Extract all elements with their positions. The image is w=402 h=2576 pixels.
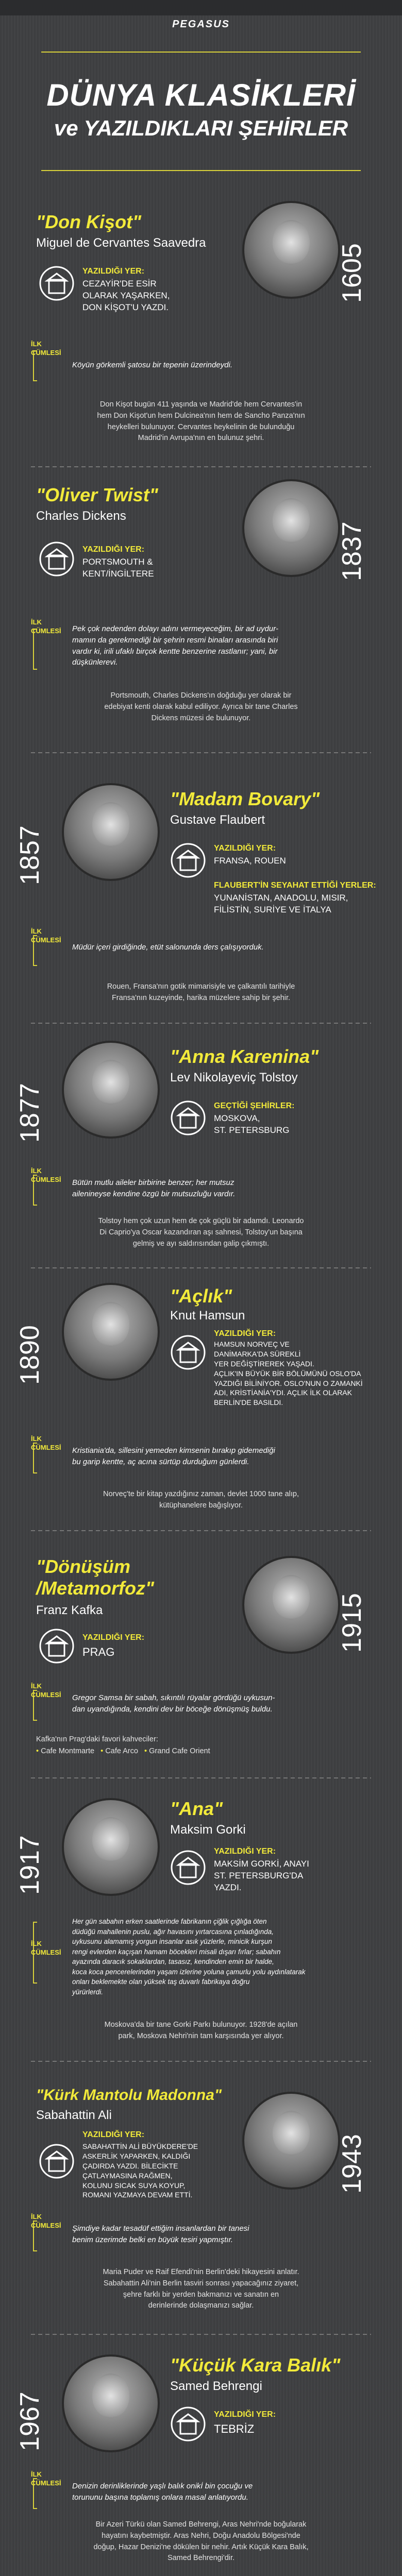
book-author: Knut Hamsun: [170, 1309, 245, 1323]
first-sentence-text: Müdür içeri girdiğinde, etüt salonunda ders çalışıyorduk.: [72, 943, 264, 952]
place-value: FRANSA, ROUEN: [214, 856, 286, 866]
first-sentence-label: İLK CÜMLESİ: [31, 1682, 61, 1699]
author-portrait: [62, 1283, 160, 1381]
section-divider: [31, 1267, 371, 1268]
top-bar: [0, 0, 402, 15]
book-section-madam-bovary: [0, 778, 402, 1036]
title-line-1: DÜNYA KLASİKLERİ: [46, 78, 356, 112]
first-sentence-text: Köyün görkemli şatosu bir tepenin üzerindeydi.: [72, 361, 233, 369]
book-title: "Açlık": [170, 1285, 232, 1307]
first-sentence-label: İLK CÜMLESİ: [31, 340, 61, 357]
book-section-kurk-mantolu-madonna: [0, 2081, 402, 2349]
book-title-line-2: /Metamorfoz": [36, 1578, 155, 1599]
place-label: YAZILDIĞI YER:: [214, 2410, 276, 2419]
book-author: Sabahattin Ali: [36, 2108, 112, 2122]
book-year: 1605: [337, 243, 367, 303]
book-title: "Dönüşüm: [36, 1556, 131, 1577]
cafe-item: Cafe Arco: [105, 1747, 138, 1756]
title-bottom-line: [41, 170, 361, 171]
book-title: "Oliver Twist": [36, 484, 158, 505]
section-divider: [31, 1777, 371, 1778]
first-sentence-text: Pek çok nedenden dolayı adını vermeyeceğim, bir ad uydur- mamın da gerekmediği bir şehrin resmi binaları arasında biri vardır ki, irili ufaklı birçok kentte benzerine rastlanır; yani, bir düşkünlerevi.: [72, 624, 278, 667]
book-title: "Kürk Mantolu Madonna": [36, 2087, 222, 2104]
book-section-kucuk-kara-balik: [0, 2349, 402, 2576]
book-year: 1917: [14, 1835, 45, 1895]
first-sentence-text: Bütün mutlu aileler birbirine benzer; her mutsuz ailenineyse kendine özgü bir mutsuzluğu vardır.: [72, 1178, 236, 1198]
author-portrait: [62, 1798, 160, 1896]
cafe-item: Grand Cafe Orient: [149, 1747, 210, 1756]
title-top-line: [41, 52, 361, 53]
place-value: SABAHATTİN ALİ BÜYÜKDERE'DE ASKERLİK YAPARKEN, KALDIĞI ÇADIRDA YAZDI. BİLECİKTE ÇATLAYMASINA RAĞMEN, KOLUNU SICAK SUYA KOYUP, ROMANI YAZMAYA DEVAM ETTİ.: [82, 2142, 198, 2199]
first-sentence-label: İLK CÜMLESİ: [31, 1167, 61, 1183]
book-year: 1943: [337, 2134, 367, 2194]
first-sentence-label: İLK CÜMLESİ: [31, 1435, 61, 1451]
city-building-icon: [170, 842, 206, 878]
city-building-icon: [170, 1334, 206, 1370]
book-author: Miguel de Cervantes Saavedra: [36, 236, 206, 250]
book-author: Samed Behrengi: [170, 2379, 262, 2393]
book-info: Rouen, Fransa'nın gotik mimarisiyle ve çalkantılı tarihiyle Fransa'nın kuzeyinde, harika müzelere sahip bir şehir.: [107, 982, 295, 1002]
book-author: Maksim Gorki: [170, 1823, 246, 1837]
title-line-2: ve YAZILDIKLARI ŞEHİRLER: [54, 116, 348, 140]
place-value: TEBRİZ: [214, 2422, 255, 2435]
author-portrait: [62, 1041, 160, 1139]
first-sentence-text: Kristiania'da, sillesini yemeden kimsenin bırakıp gidemediği bu garip kentte, aç acına sürtüp durduğum günlerdi.: [72, 1446, 275, 1466]
book-year: 1857: [14, 825, 45, 885]
book-section-oliver-twist: [0, 474, 402, 778]
section-divider: [31, 1023, 371, 1024]
pegasus-logo-top: PEGASUS: [172, 19, 230, 30]
book-info: Maria Puder ve Raif Efendi'nin Berlin'deki hikayesini anlatır. Sabahattin Ali'nin Berlin tasviri sonrası yapacağınız ziyaret, şehre farklı bir yerden bakmanızı ve sanatın en derinlerinde dolaşmanızı sağlar.: [103, 2268, 299, 2310]
city-building-icon: [39, 1628, 75, 1664]
first-sentence-label: İLK CÜMLESİ: [31, 2213, 61, 2229]
author-portrait: [242, 1556, 340, 1654]
book-section-ana: [0, 1793, 402, 2081]
place-label: YAZILDIĞI YER:: [82, 267, 145, 276]
place-label: GEÇTİĞİ ŞEHİRLER:: [214, 1101, 295, 1110]
section-divider: [31, 1530, 371, 1531]
book-year: 1877: [14, 1083, 45, 1143]
author-portrait: [62, 783, 160, 881]
book-author: Gustave Flaubert: [170, 813, 265, 827]
book-title: "Anna Karenina": [170, 1046, 319, 1067]
section-divider: [31, 752, 371, 753]
book-info: Norveç'te bir kitap yazdığınız zaman, devlet 1000 tane alıp, kütüphanelere bağışlıyor.: [103, 1490, 299, 1510]
city-building-icon: [39, 265, 75, 301]
book-section-anna-karenina: [0, 1036, 402, 1278]
place-label: YAZILDIĞI YER:: [82, 545, 145, 554]
author-portrait: [242, 201, 340, 299]
cafe-list-title: Kafka'nın Prag'daki favori kahveciler:: [36, 1735, 158, 1743]
city-building-icon: [39, 2143, 75, 2179]
book-section-don-kisot: [0, 196, 402, 474]
book-title: "Don Kişot": [36, 211, 142, 232]
cafe-list: Kafka'nın Prag'daki favori kahveciler: • Cafe Montmarte • Cafe Arco • Grand Cafe Orient: [36, 1734, 210, 1757]
book-section-donusum: [0, 1551, 402, 1793]
place-value: PORTSMOUTH & KENT/İNGİLTERE: [82, 557, 154, 579]
book-author: Lev Nikolayeviç Tolstoy: [170, 1071, 298, 1084]
city-building-icon: [170, 1100, 206, 1136]
book-year: 1890: [14, 1325, 45, 1385]
section-divider: [31, 466, 371, 467]
city-building-icon: [170, 1850, 206, 1886]
book-year: 1915: [337, 1593, 367, 1653]
first-sentence-label: İLK CÜMLESİ: [31, 2470, 61, 2487]
place-value: MAKSİM GORKİ, ANAYI ST. PETERSBURG'DA YAZDI.: [214, 1859, 309, 1892]
city-building-icon: [170, 2406, 206, 2442]
first-sentence-text: Şimdiye kadar tesadüf ettiğim insanlardan bir tanesi benim üzerimde belki en büyük tesiri yapmıştır.: [72, 2224, 249, 2244]
author-portrait: [62, 2354, 160, 2452]
book-author: Franz Kafka: [36, 1603, 103, 1617]
first-sentence-text: Denizin derinliklerinde yaşlı balık onikİ bin çocuğu ve torununu başına toplamış onlara masal anlatıyordu.: [72, 2482, 253, 2502]
place-label: YAZILDIĞI YER:: [214, 1847, 276, 1856]
place-label: YAZILDIĞI YER:: [214, 1329, 276, 1338]
book-info: Bir Azeri Türkü olan Samed Behrengi, Aras Nehri'nde boğularak hayatını kaybetmiştir. Aras Nehri, Doğu Anadolu Bölgesi'nde doğup, Hazar Denizi'ne dökülen bir nehir. Artık Küçük Kara Balık, Samed Behrengi'dir.: [93, 2520, 309, 2563]
place-value: HAMSUN NORVEÇ VE DANİMARKA'DA SÜREKLİ YER DEĞİŞTİREREK YAŞADI. AÇLIK'IN BÜYÜK BİR BÖLÜMÜNÜ OSLO'DA YAZDIĞI BİLİNİYOR. OSLO'NUN O ZAMANKİ ADI, KRİSTİANİA'YDI. AÇLIK İLK OLARAK BERLİN'DE BASILDI.: [214, 1340, 363, 1407]
book-info: Tolstoy hem çok uzun hem de çok güçlü bir adamdı. Leonardo Di Caprio'ya Oscar kazandıran aşı sahnesi, Tolstoy'un başına gelmiş ve ayı saldırısından galip çıkmıştı.: [98, 1217, 304, 1248]
book-title: "Küçük Kara Balık": [170, 2354, 341, 2376]
place-value: PRAG: [82, 1646, 115, 1658]
section-divider: [31, 2334, 371, 2335]
book-info: Portsmouth, Charles Dickens'ın doğduğu yer olarak bir edebiyat kenti olarak kabul ediliyor. Ayrıca bir tane Charles Dickens müzesi de bulunuyor.: [104, 691, 298, 722]
book-info: Moskova'da bir tane Gorki Parkı bulunuyor. 1928'de açılan park, Moskova Nehri'nin tam karşısında yer alıyor.: [104, 2021, 298, 2040]
cafe-item: Cafe Montmarte: [41, 1747, 95, 1756]
place-label: YAZILDIĞI YER:: [82, 2130, 145, 2139]
place-label: YAZILDIĞI YER:: [82, 1633, 145, 1642]
book-title: "Ana": [170, 1798, 223, 1819]
first-sentence-label: İLK CÜMLESİ: [31, 1940, 61, 1956]
author-portrait: [242, 479, 340, 577]
place-value: CEZAYİR'DE ESİR OLARAK YAŞARKEN, DON KİŞOT'U YAZDI.: [82, 279, 170, 312]
book-section-aclik: [0, 1278, 402, 1551]
first-sentence-label: İLK CÜMLESİ: [31, 618, 61, 635]
book-year: 1837: [337, 521, 367, 581]
page-title: [0, 77, 402, 141]
travel-value: YUNANİSTAN, ANADOLU, MISIR, FİLİSTİN, SURİYE VE İTALYA: [214, 893, 348, 914]
travel-label: FLAUBERT'İN SEYAHAT ETTİĞİ YERLER:: [214, 881, 376, 890]
first-sentence-text: Gregor Samsa bir sabah, sıkıntılı rüyalar gördüğü uykusun- dan uyandığında, kendini dev bir böceğe dönüşmüş buldu.: [72, 1693, 275, 1714]
place-label: YAZILDIĞI YER:: [214, 844, 276, 853]
city-building-icon: [39, 541, 75, 577]
author-portrait: [242, 2092, 340, 2190]
first-sentence-text: Her gün sabahın erken saatlerinde fabrikanın çiğlik çığlığa öten düdüğü mahallenin puslu, ağır havasını yırtarcasına çınladığında, uykusunu alamamış yorgun insanlar asık yüzlerle, minicik kurşun rengi evlerden kaçışan hamam böcekleri misali dışarı fırlar; sabahın ayazında daracık sokaklardan, tasasız, kendinden emin bir halde, koca koca pencerelerinden yaşam izlerine yoluna çamurlu yolu aydınlatarak onları beklemekte olan yüksek taş duvarlı fabrikaya doğru yürürlerdi.: [72, 1918, 306, 1996]
book-author: Charles Dickens: [36, 509, 126, 523]
book-title: "Madam Bovary": [170, 788, 320, 809]
book-info: Don Kişot bugün 411 yaşında ve Madrid'de hem Cervantes'in hem Don Kişot'un hem Dulcinea'nın hem de Sancho Panza'nın heykelleri bulunuyor. Cervantes heykelinin de bulunduğu Madrid'in Avrupa'nın en bulunuz şehri.: [97, 400, 305, 443]
first-sentence-label: İLK CÜMLESİ: [31, 927, 61, 944]
book-year: 1967: [14, 2392, 45, 2451]
section-divider: [31, 2061, 371, 2062]
place-value: MOSKOVA, ST. PETERSBURG: [214, 1113, 290, 1135]
